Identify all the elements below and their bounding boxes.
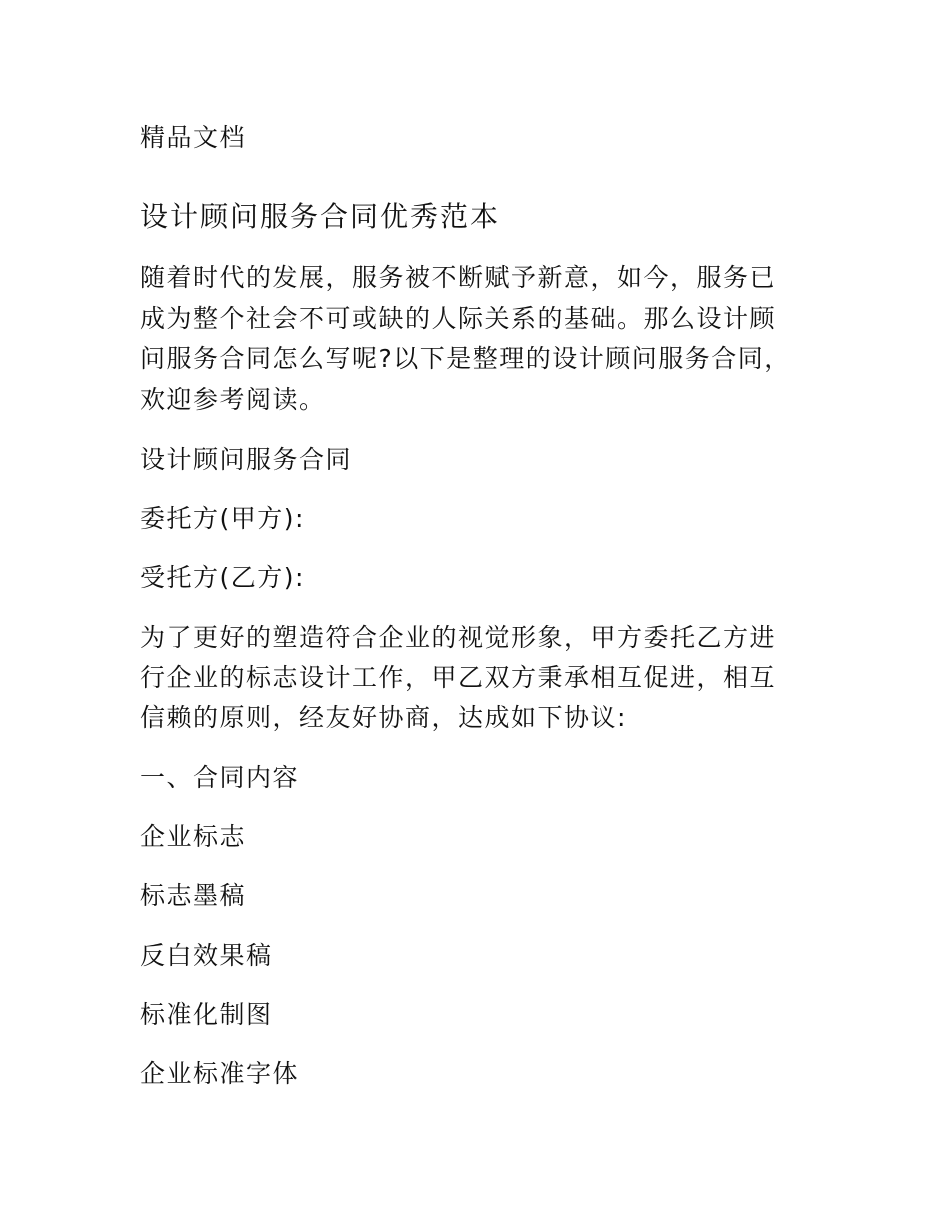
- header-label: 精品文档: [140, 123, 247, 152]
- intro-line: 欢迎参考阅读。: [140, 385, 326, 414]
- purpose-line: 行企业的标志设计工作，甲乙双方秉承相互促进，相互: [140, 663, 777, 692]
- list-item: 标志墨稿: [140, 881, 247, 910]
- purpose-line: 信赖的原则，经友好协商，达成如下协议:: [140, 703, 627, 732]
- purpose-line: 为了更好的塑造符合企业的视觉形象，甲方委托乙方进: [140, 623, 777, 652]
- contract-heading: 设计顾问服务合同: [140, 445, 353, 474]
- list-item: 企业标准字体: [140, 1059, 300, 1088]
- list-item: 企业标志: [140, 822, 247, 851]
- document-title: 设计顾问服务合同优秀范本: [140, 200, 501, 233]
- list-item: 反白效果稿: [140, 941, 273, 970]
- intro-line: 问服务合同怎么写呢?以下是整理的设计顾问服务合同，: [140, 344, 791, 373]
- section-heading: 一、合同内容: [140, 763, 300, 792]
- list-item: 标准化制图: [140, 1000, 273, 1029]
- party-b-label: 受托方(乙方):: [140, 563, 305, 592]
- intro-line: 随着时代的发展，服务被不断赋予新意，如今，服务已: [140, 263, 777, 292]
- intro-line: 成为整个社会不可或缺的人际关系的基础。那么设计顾: [140, 304, 777, 333]
- party-a-label: 委托方(甲方):: [140, 504, 305, 533]
